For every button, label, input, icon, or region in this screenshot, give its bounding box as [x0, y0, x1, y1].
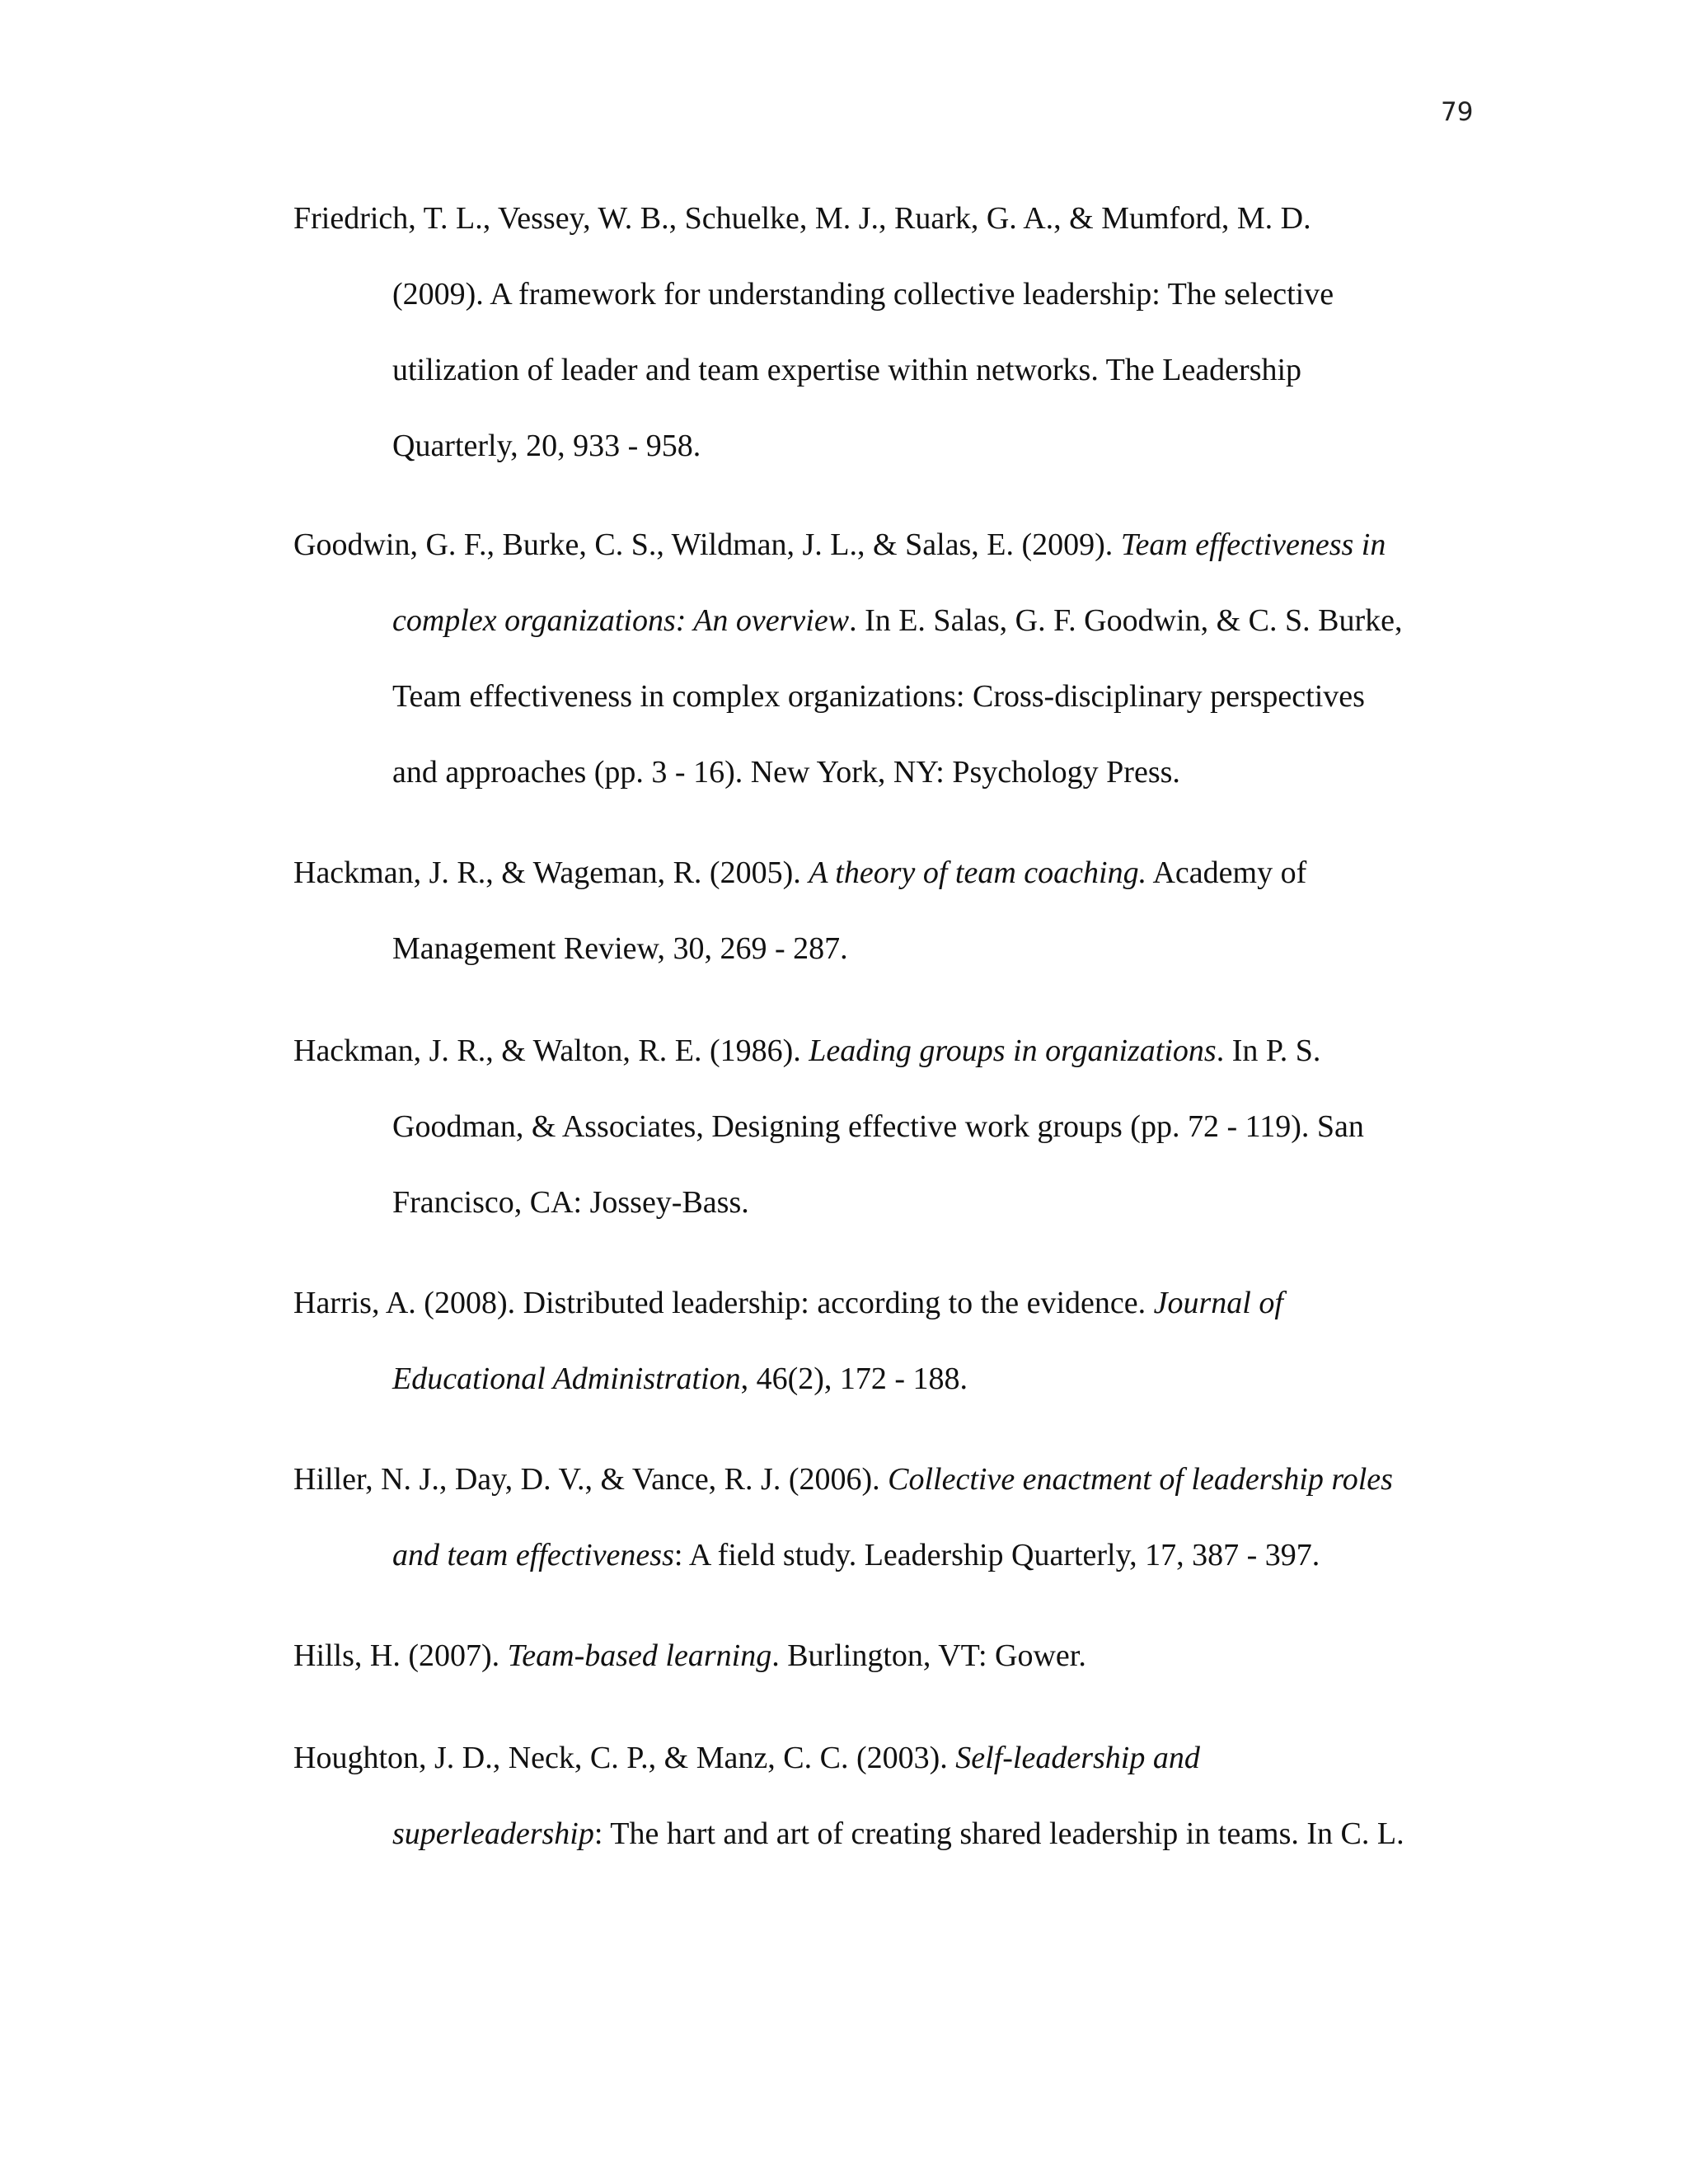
citation-text: . Burlington, VT: Gower.: [771, 1638, 1086, 1673]
page-number: 79: [1441, 97, 1474, 127]
citation-text: Houghton, J. D., Neck, C. P., & Manz, C. C. (2003).: [293, 1741, 956, 1775]
citation-text: Team effectiveness in complex organizations: Cross-disciplinary perspectives: [392, 679, 1365, 714]
reference-first-line: [293, 203, 1311, 234]
reference-continuation-line: [392, 681, 1365, 712]
citation-text: Management Review, 30, 269 - 287.: [392, 931, 848, 966]
citation-text: Friedrich, T. L., Vessey, W. B., Schuelke, M. J., Ruark, G. A., & Mumford, M. D.: [293, 201, 1311, 236]
citation-text: Quarterly, 20, 933 - 958.: [392, 429, 701, 463]
citation-text: : The hart and art of creating shared leadership in teams. In C. L.: [593, 1816, 1404, 1851]
citation-text: : A field study. Leadership Quarterly, 17, 387 - 397.: [673, 1538, 1320, 1572]
citation-text: (2009). A framework for understanding collective leadership: The selective: [392, 277, 1334, 312]
italic-title-text: Leading groups in organizations: [809, 1033, 1217, 1068]
citation-text: Academy of: [1146, 855, 1307, 890]
italic-title-text: Educational Administration: [392, 1361, 741, 1396]
citation-text: Goodwin, G. F., Burke, C. S., Wildman, J. L., & Salas, E. (2009).: [293, 527, 1121, 562]
reference-continuation-line: [392, 430, 701, 462]
reference-continuation-line: [392, 1363, 968, 1394]
citation-text: . In P. S.: [1216, 1033, 1321, 1068]
citation-text: Francisco, CA: Jossey-Bass.: [392, 1185, 749, 1220]
citation-text: Hackman, J. R., & Wageman, R. (2005).: [293, 855, 809, 890]
reference-continuation-line: [392, 354, 1301, 386]
citation-text: Hiller, N. J., Day, D. V., & Vance, R. J. (2006).: [293, 1462, 889, 1497]
italic-title-text: and team effectiveness: [392, 1538, 674, 1572]
reference-first-line: [293, 1640, 1086, 1671]
reference-first-line: [293, 1742, 1200, 1774]
italic-title-text: Journal of: [1153, 1286, 1283, 1320]
reference-first-line: [293, 1287, 1283, 1319]
reference-continuation-line: [392, 757, 1180, 788]
citation-text: Goodman, & Associates, Designing effective work groups (pp. 72 - 119). San: [392, 1109, 1364, 1144]
citation-text: Harris, A. (2008). Distributed leadership: according to the evidence.: [293, 1286, 1154, 1320]
reference-first-line: [293, 1464, 1393, 1495]
citation-text: , 46(2), 172 - 188.: [740, 1361, 968, 1396]
italic-title-text: Collective enactment of leadership roles: [888, 1462, 1393, 1497]
citation-text: . In E. Salas, G. F. Goodwin, & C. S. Burke,: [849, 603, 1403, 638]
reference-continuation-line: [392, 279, 1334, 310]
reference-continuation-line: [392, 933, 848, 964]
reference-first-line: [293, 529, 1386, 560]
citation-text: utilization of leader and team expertise within networks. The Leadership: [392, 353, 1302, 387]
italic-title-text: superleadership: [392, 1816, 594, 1851]
reference-first-line: [293, 857, 1306, 888]
reference-continuation-line: [392, 1111, 1364, 1142]
citation-text: Hills, H. (2007).: [293, 1638, 508, 1673]
reference-first-line: [293, 1035, 1320, 1066]
reference-continuation-line: [392, 1187, 749, 1218]
citation-text: and approaches (pp. 3 - 16). New York, NY: Psychology Press.: [392, 755, 1180, 790]
italic-title-text: complex organizations: An overview: [392, 603, 850, 638]
citation-text: Hackman, J. R., & Walton, R. E. (1986).: [293, 1033, 809, 1068]
reference-continuation-line: [392, 1540, 1320, 1571]
reference-continuation-line: [392, 1818, 1404, 1849]
italic-title-text: Self-leadership and: [955, 1741, 1200, 1775]
italic-title-text: Team effectiveness in: [1120, 527, 1386, 562]
reference-continuation-line: [392, 605, 1403, 636]
italic-title-text: Team-based learning: [507, 1638, 772, 1673]
italic-title-text: A theory of team coaching.: [809, 855, 1147, 890]
